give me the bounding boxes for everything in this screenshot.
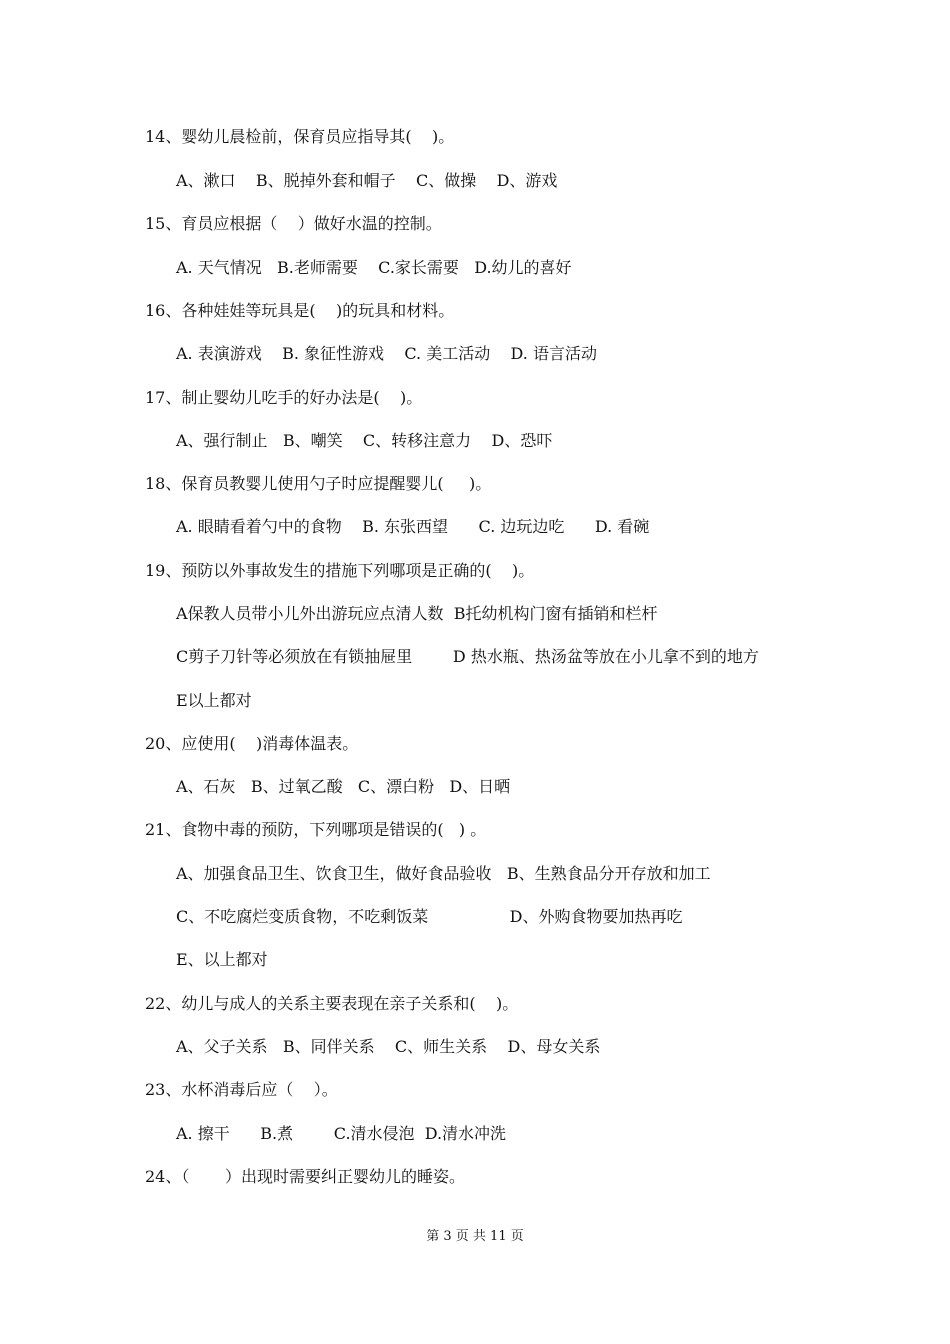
page-footer: 第 3 页 共 11 页 [426,1229,524,1244]
question-16: 16、各种娃娃等玩具是( )的玩具和材料。 [145,301,455,320]
question-17: 17、制止婴幼儿吃手的好办法是( )。 [145,388,423,407]
question-19: 19、预防以外事故发生的措施下列哪项是正确的( )。 [145,561,535,580]
question-24: 24、（ ）出现时需要纠正婴幼儿的睡姿。 [145,1167,465,1186]
question-15-options: A. 天气情况 B.老师需要 C.家长需要 D.幼儿的喜好 [176,258,572,277]
question-20: 20、应使用( )消毒体温表。 [145,734,359,753]
question-23-options: A. 擦干 B.煮 C.清水侵泡 D.清水冲洗 [176,1124,507,1143]
question-14: 14、婴幼儿晨检前，保育员应指导其( )。 [145,127,455,146]
question-21-options-3: E、以上都对 [176,950,268,969]
question-21: 21、食物中毒的预防，下列哪项是错误的( ) 。 [145,820,487,839]
question-18-options: A. 眼睛看着勺中的食物 B. 东张西望 C. 边玩边吃 D. 看碗 [176,517,650,536]
question-19-options-2: C剪子刀针等必须放在有锁抽屉里 D 热水瓶、热汤盆等放在小儿拿不到的地方 [176,647,759,666]
question-18: 18、保育员教婴儿使用勺子时应提醒婴儿( )。 [145,474,492,493]
question-21-options-2: C、不吃腐烂变质食物，不吃剩饭菜 D、外购食物要加热再吃 [176,907,683,926]
question-21-options-1: A、加强食品卫生、饮食卫生，做好食品验收 B、生熟食品分开存放和加工 [176,864,711,883]
question-15: 15、育员应根据（ ）做好水温的控制。 [145,214,442,233]
question-22-options: A、父子关系 B、同伴关系 C、师生关系 D、母女关系 [176,1037,601,1056]
question-23: 23、水杯消毒后应（ ）。 [145,1080,338,1099]
question-22: 22、幼儿与成人的关系主要表现在亲子关系和( )。 [145,994,519,1013]
question-17-options: A、强行制止 B、嘲笑 C、转移注意力 D、恐吓 [176,431,553,450]
question-14-options: A、漱口 B、脱掉外套和帽子 C、做操 D、游戏 [176,171,558,190]
question-20-options: A、石灰 B、过氧乙酸 C、漂白粉 D、日晒 [176,777,511,796]
question-16-options: A. 表演游戏 B. 象征性游戏 C. 美工活动 D. 语言活动 [176,344,597,363]
question-19-options-1: A保教人员带小儿外出游玩应点清人数 B托幼机构门窗有插销和栏杆 [176,604,658,623]
question-19-options-3: E以上都对 [176,691,252,710]
